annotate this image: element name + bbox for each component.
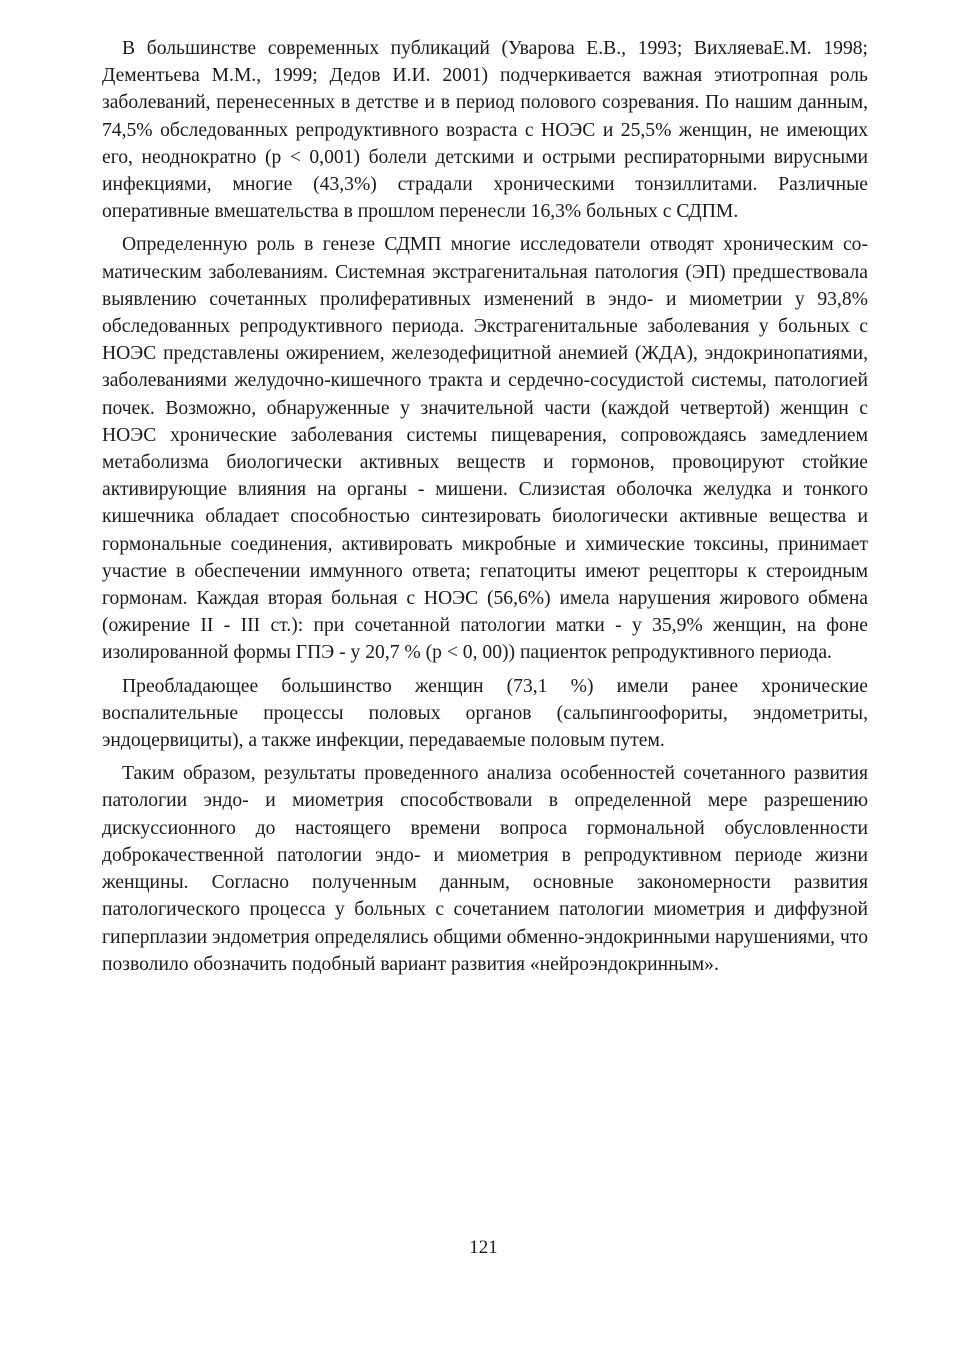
paragraph-4: Таким образом, результаты проведенного анализа особенностей сочетанного развития патологии эндо- и миометрия способствовали в определенной мере разрешению дискуссионного до настоящего времени вопроса гормональной обусловленности доброкачественной патологии эндо- и миометрия в репродуктивном периоде жизни женщины. Согласно полученным данным, основные закономерности развития патологического процесса у больных с сочетанием патологии миометрия и диффузной гиперплазии эндометрия определялись общими обменно-эндокринными нарушениями, что позволило обозначить подобный вариант развития «нейроэндокринным». xyxy=(102,763,868,975)
paragraph-2: Определенную роль в генезе СДМП многие исследователи отводят хроническим со-матическим заболеваниям. Системная экстрагенитальная патология (ЭП) предшествовала выявлению сочетанных пролиферативных изменений в эндо- и миометрии у 93,8% обследованных репродуктивного периода. Экстрагенитальные заболевания у больных с НОЭС представлены ожирением, железодефицитной анемией (ЖДА), эндокринопатиями, заболеваниями желудочно-кишечного тракта и сердечно-сосудистой системы, патологией почек. Возможно, обнаруженные у значительной части (каждой четвертой) женщин с НОЭС хронические заболевания системы пищеварения, сопровождаясь замедлением метаболизма биологически активных веществ и гормонов, провоцируют стойкие активирующие влияния на органы - мишени. Слизистая оболочка желудка и тонкого кишечника обладает способностью синтезировать биологически активные вещества и гормональные соединения, активировать микробные и химические токсины, принимает участие в обеспечении иммунного ответа; гепатоциты имеют рецепторы к стероидным гормонам. Каждая вторая больная с НОЭС (56,6%) имела нарушения жирового обмена (ожирение II - III ст.): при сочетанной патологии матки - у 35,9% женщин, на фоне изолированной формы ГПЭ - у 20,7 % (р < 0, 00)) пациенток репродуктивного периода. xyxy=(102,234,868,664)
paragraph-1: В большинстве современных публикаций (Уварова Е.В., 1993; ВихляеваЕ.М. 1998; Дементьева М.М., 1999; Дедов И.И. 2001) подчеркивается важная этиотропная роль заболеваний, перенесенных в детстве и в период полового созревания. По нашим данным, 74,5% обследованных репродуктивного возраста с НОЭС и 25,5% женщин, не имеющих его, неоднократно (р < 0,001) болели детскими и острыми респираторными вирусными инфекциями, многие (43,3%) страдали хроническими тонзиллитами. Различные оперативные вмешательства в прошлом перенесли 16,3% больных с СДПМ. xyxy=(102,38,868,223)
page-number: 121 xyxy=(469,1237,498,1258)
body-text xyxy=(102,35,868,984)
paragraph-3: Преобладающее большинство женщин (73,1 %) имели ранее хронические воспалительные процессы половых органов (сальпингоофориты, эндометриты, эндоцервициты), а также инфекции, передаваемые половым путем. xyxy=(102,675,868,752)
